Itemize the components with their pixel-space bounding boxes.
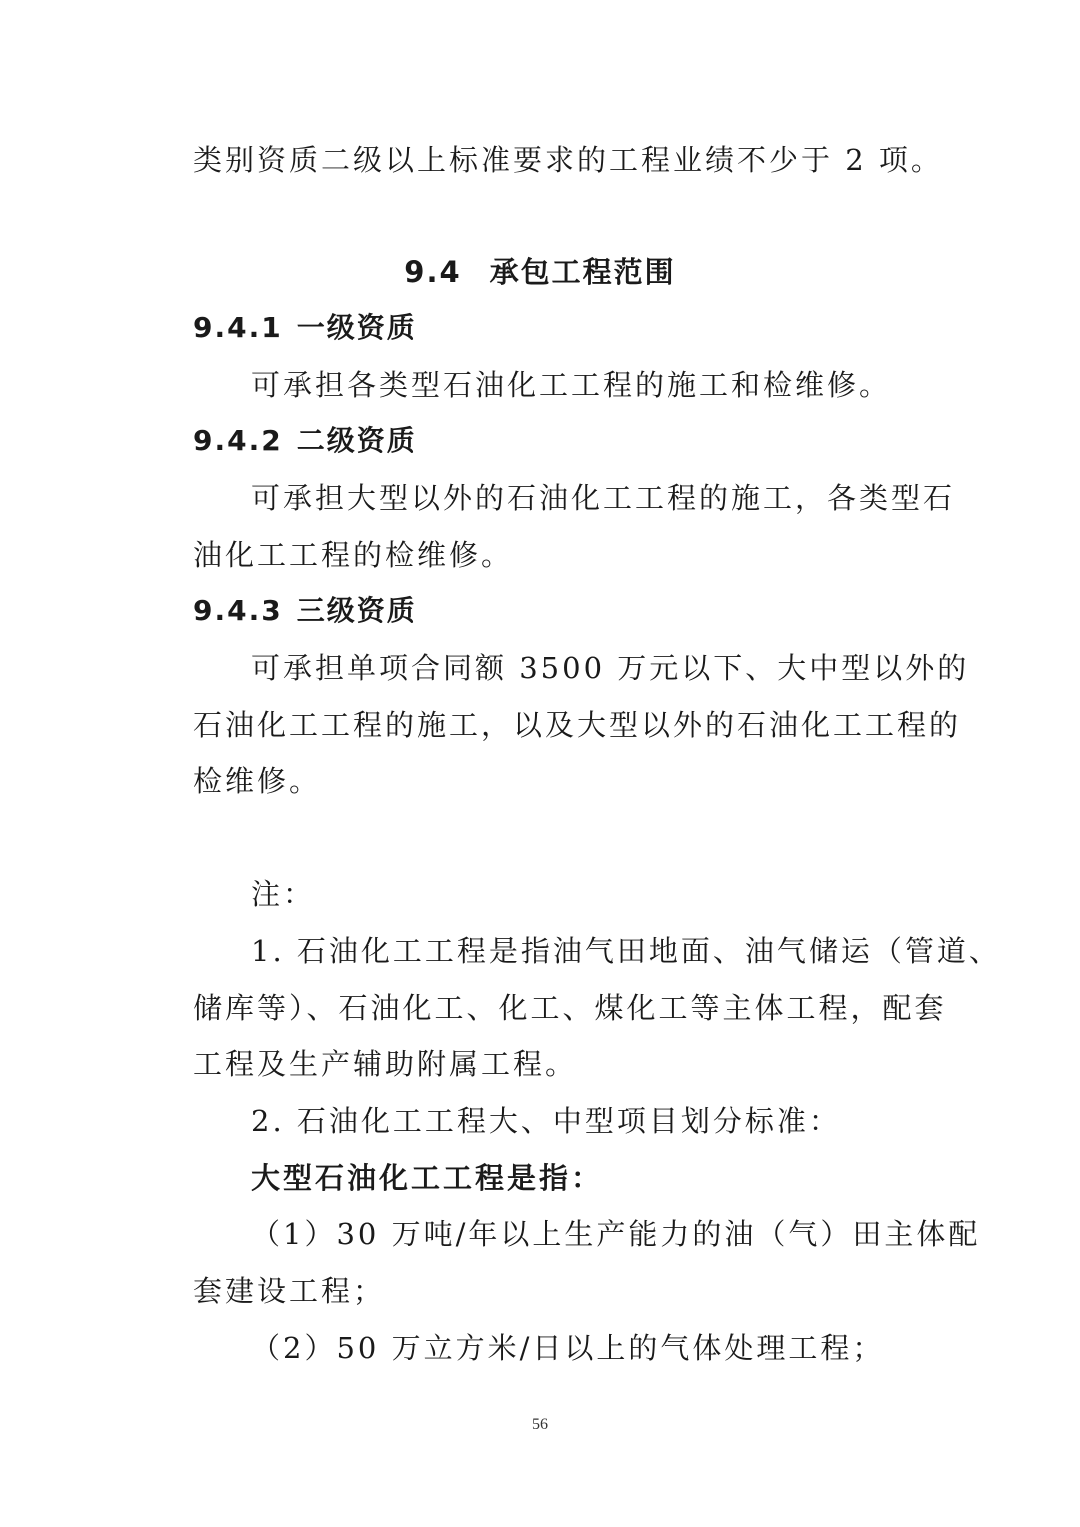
paragraph-line: 石油化工工程的施工，以及大型以外的石油化工工程的 — [193, 708, 962, 742]
continuation-text: 类别资质二级以上标准要求的工程业绩不少于 2 项。 — [193, 143, 943, 177]
paragraph-line: 可承担单项合同额 3500 万元以下、大中型以外的 — [251, 651, 970, 685]
paragraph-line: 检维修。 — [193, 764, 322, 798]
subsection-title: 三级资质 — [296, 594, 417, 627]
criteria-line: 套建设工程； — [193, 1274, 386, 1308]
subsection-heading-1 — [193, 308, 417, 348]
subsection-title: 二级资质 — [296, 424, 417, 457]
paragraph-line: 可承担各类型石油化工工程的施工和检维修。 — [251, 368, 892, 402]
large-project-heading: 大型石油化工工程是指： — [251, 1161, 604, 1195]
note-line: 工程及生产辅助附属工程。 — [193, 1047, 578, 1081]
note-line: 储库等）、石油化工、化工、煤化工等主体工程，配套 — [193, 991, 947, 1025]
page-number: 56 — [532, 1416, 548, 1433]
subsection-title: 一级资质 — [296, 311, 417, 344]
note-line: 2. 石油化工工程大、中型项目划分标准： — [251, 1104, 841, 1138]
notes-label: 注： — [251, 877, 316, 911]
section-number: 9.4 — [404, 255, 462, 289]
subsection-number: 9.4.3 — [193, 594, 283, 627]
note-line: 1. 石油化工工程是指油气田地面、油气储运（管道、 — [251, 934, 1001, 968]
subsection-number: 9.4.2 — [193, 424, 283, 457]
criteria-line: （1）30 万吨/年以上生产能力的油（气）田主体配 — [251, 1217, 981, 1251]
section-heading — [0, 252, 1080, 292]
criteria-line: （2）50 万立方米/日以上的气体处理工程； — [251, 1331, 885, 1365]
subsection-heading-2 — [193, 421, 417, 461]
section-title: 承包工程范围 — [489, 255, 676, 289]
paragraph-line: 油化工工程的检维修。 — [193, 538, 514, 572]
paragraph-line: 可承担大型以外的石油化工工程的施工，各类型石 — [251, 481, 956, 515]
subsection-heading-3 — [193, 591, 417, 631]
subsection-number: 9.4.1 — [193, 311, 283, 344]
